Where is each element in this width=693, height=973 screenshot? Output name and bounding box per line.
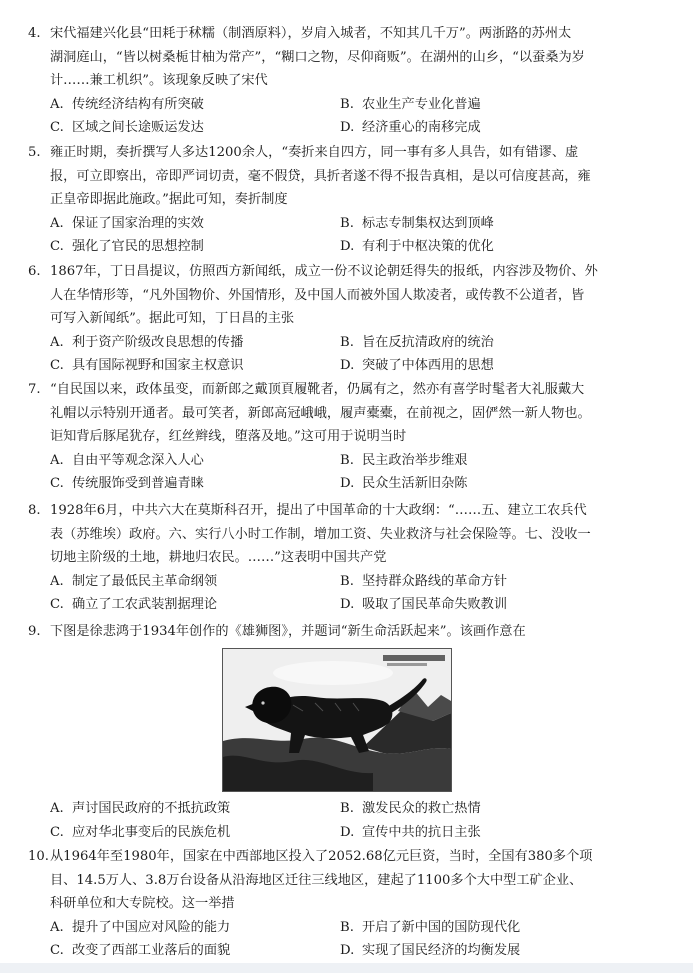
option-c[interactable]: C. 具有国际视野和国家主权意识 [50, 358, 244, 374]
option-c[interactable]: C. 确立了工农武装割据理论 [50, 597, 218, 613]
option-list [24, 916, 664, 963]
question-stem-line: 表（苏维埃）政府。六、实行八小时工作制，增加工资、失业救济与社会保险等。七、没收一 [50, 526, 591, 542]
question-10 [24, 845, 664, 963]
lion-painting-figure [222, 648, 452, 792]
question-stem-line: 1928年6月，中共六大在莫斯科召开，提出了中国革命的十大政纲：“……五、建立工农兵代 [50, 503, 587, 518]
option-c[interactable]: C. 应对华北事变后的民族危机 [50, 824, 231, 840]
option-a[interactable]: A. 提升了中国应对风险的能力 [50, 919, 231, 935]
option-c[interactable]: C. 区域之间长途贩运发达 [50, 120, 204, 136]
lion-painting-icon [223, 649, 451, 791]
option-list [24, 93, 664, 140]
question-stem-line: 宋代福建兴化县“田耗于秫糯（制酒原料），岁肩入城者，不知其几千万”。两浙路的苏州太 [50, 26, 572, 41]
question-stem-line: 讵知背后豚尾犹存，红丝辫线，堕落及地。”这可用于说明当时 [50, 429, 407, 445]
option-b[interactable]: B. 开启了新中国的国防现代化 [340, 919, 521, 935]
question-number: 7. [28, 382, 41, 397]
option-d[interactable]: D. 民众生活新旧杂陈 [340, 476, 468, 492]
option-d[interactable]: D. 经济重心的南移完成 [340, 120, 481, 136]
option-c[interactable]: C. 传统服饰受到普遍青睐 [50, 476, 204, 492]
question-number: 8. [28, 503, 41, 518]
question-stem-line: 目、14.5万人、3.8万台设备从沿海地区迁往三线地区，建起了1100多个大中型工矿企业、 [50, 872, 583, 888]
option-b[interactable]: B. 标志专制集权达到顶峰 [340, 215, 494, 231]
option-d[interactable]: D. 有利于中枢决策的优化 [340, 239, 494, 255]
option-a[interactable]: A. 声讨国民政府的不抵抗政策 [50, 801, 231, 816]
option-list [24, 797, 664, 844]
question-8 [24, 499, 664, 617]
question-stem-line: 人在华情形等，“凡外国物价、外国情形，及中国人而被外国人欺凌者，或传教不公道者，皆 [50, 287, 585, 303]
option-list [24, 331, 664, 378]
option-b[interactable]: B. 激发民众的救亡热情 [340, 801, 481, 816]
option-b[interactable]: B. 民主政治举步维艰 [340, 452, 468, 468]
question-stem-line: 计……兼工机织”。该现象反映了宋代 [50, 73, 268, 89]
question-number: 5. [28, 145, 41, 160]
option-d[interactable]: D. 实现了国民经济的均衡发展 [340, 943, 521, 959]
question-number: 9. [28, 624, 41, 639]
question-6 [24, 260, 664, 378]
question-stem-line: 科研单位和大专院校。这一举措 [50, 896, 235, 912]
question-number: 6. [28, 264, 41, 279]
question-7 [24, 378, 664, 496]
option-a[interactable]: A. 保证了国家治理的实效 [50, 215, 204, 231]
option-b[interactable]: B. 坚持群众路线的革命方针 [340, 573, 508, 589]
option-d[interactable]: D. 吸取了国民革命失败教训 [340, 597, 508, 613]
option-a[interactable]: A. 传统经济结构有所突破 [50, 96, 204, 112]
question-stem-line: 从1964年至1980年，国家在中西部地区投入了2052.68亿元巨资，当时，全国有380多个项 [50, 849, 593, 864]
option-c[interactable]: C. 强化了官民的思想控制 [50, 239, 204, 255]
question-stem-line: 湖洞庭山，“皆以树桑栀甘柚为常产”，“糊口之物，尽仰商贩”。在湖州的山乡，“以蚕桑为岁 [50, 49, 585, 65]
option-list [24, 449, 664, 496]
question-4 [24, 22, 664, 140]
option-d[interactable]: D. 宣传中共的抗日主张 [340, 824, 481, 840]
option-c[interactable]: C. 改变了西部工业落后的面貌 [50, 943, 231, 959]
question-number: 10. [28, 849, 49, 864]
option-list [24, 212, 664, 259]
option-d[interactable]: D. 突破了中体西用的思想 [340, 358, 494, 374]
question-stem-line: 礼帽以示特别开通者。最可笑者，新郎高冠峨峨，履声橐橐，在前视之，固俨然一新人物也。 [50, 405, 591, 421]
option-a[interactable]: A. 制定了最低民主革命纲领 [50, 573, 218, 589]
question-9-options [24, 797, 664, 844]
option-a[interactable]: A. 自由平等观念深入人心 [50, 452, 204, 468]
question-stem-line: 下图是徐悲鸿于1934年创作的《雄狮图》，并题词“新生命活跃起来”。该画作意在 [50, 624, 526, 639]
page-bottom-edge [0, 963, 693, 973]
question-5 [24, 141, 664, 259]
question-stem-line: 1867年，丁日昌提议，仿照西方新闻纸，成立一份不议论朝廷得失的报纸，内容涉及物价、外 [50, 264, 598, 279]
option-b[interactable]: B. 旨在反抗清政府的统治 [340, 334, 494, 350]
option-list [24, 570, 664, 617]
question-stem-line: 报，可立即察出，帝即严词切责，毫不假贷，具折者遂不得不报告真相，是以可信度甚高，雍 [50, 168, 591, 184]
option-b[interactable]: B. 农业生产专业化普遍 [340, 96, 481, 112]
question-stem-line: 正皇帝即据此施政。”据此可知，奏折制度 [50, 192, 288, 208]
question-9 [24, 620, 664, 644]
question-number: 4. [28, 26, 41, 41]
option-a[interactable]: A. 利于资产阶级改良思想的传播 [50, 334, 244, 350]
question-stem-line: 可写入新闻纸”。据此可知，丁日昌的主张 [50, 311, 295, 327]
question-stem-line: 切地主阶级的土地，耕地归农民。……”这表明中国共产党 [50, 550, 387, 566]
question-stem-line: “自民国以来，政体虽变，而新郎之戴顶頁履靴者，仍属有之，然亦有喜学时髦者大礼服戴大 [50, 382, 585, 397]
question-stem-line: 雍正时期，奏折撰写人多达1200余人，“奏折来自四方，同一事有多人具告，如有错谬、虚 [50, 145, 579, 160]
